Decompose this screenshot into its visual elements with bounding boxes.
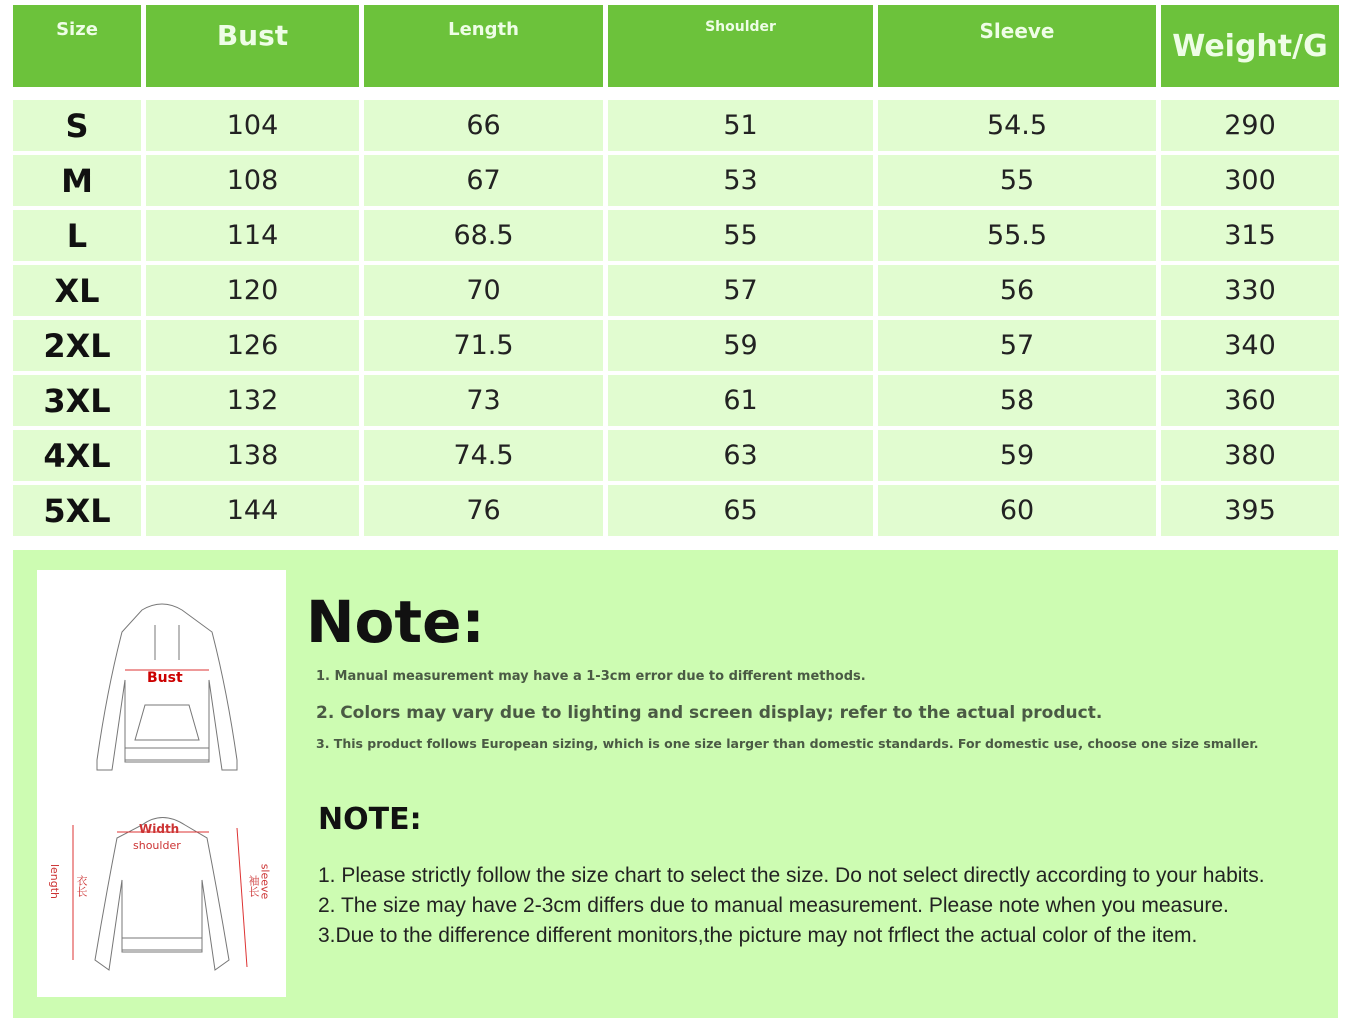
- column-header: Weight/G: [1161, 5, 1339, 87]
- note2-title: NOTE:: [318, 802, 422, 837]
- note2-item: 3.Due to the difference different monitors,the picture may not frflect the actual color of the item.: [318, 924, 1198, 947]
- table-cell: 68.5: [364, 210, 603, 261]
- length-cn-label: 衣长: [75, 875, 88, 897]
- sleeve-label: sleeve: [258, 863, 272, 900]
- size-cell: L: [13, 210, 141, 261]
- table-cell: 120: [146, 265, 359, 316]
- table-cell: 138: [146, 430, 359, 481]
- table-cell: 63: [608, 430, 873, 481]
- table-cell: 51: [608, 100, 873, 151]
- hoodie-measurement-diagram: [37, 570, 286, 997]
- table-cell: 57: [608, 265, 873, 316]
- table-cell: 67: [364, 155, 603, 206]
- table-cell: 65: [608, 485, 873, 536]
- table-cell: 108: [146, 155, 359, 206]
- note2-item: 2. The size may have 2-3cm differs due to manual measurement. Please note when you measure.: [318, 894, 1229, 917]
- shoulder-label: shoulder: [133, 839, 181, 852]
- width-label: Width: [139, 822, 180, 836]
- size-cell: 4XL: [13, 430, 141, 481]
- table-cell: 55: [878, 155, 1156, 206]
- note-title: Note:: [306, 588, 485, 656]
- hoodie-illustration: [37, 570, 286, 997]
- table-cell: 56: [878, 265, 1156, 316]
- table-cell: 59: [608, 320, 873, 371]
- size-cell: XL: [13, 265, 141, 316]
- column-header: Bust: [146, 5, 359, 87]
- size-cell: 3XL: [13, 375, 141, 426]
- table-cell: 340: [1161, 320, 1339, 371]
- size-cell: 2XL: [13, 320, 141, 371]
- table-cell: 58: [878, 375, 1156, 426]
- column-header: Sleeve: [878, 5, 1156, 87]
- length-label: length: [48, 863, 62, 900]
- table-cell: 57: [878, 320, 1156, 371]
- table-cell: 61: [608, 375, 873, 426]
- table-cell: 71.5: [364, 320, 603, 371]
- table-cell: 395: [1161, 485, 1339, 536]
- table-cell: 380: [1161, 430, 1339, 481]
- table-cell: 132: [146, 375, 359, 426]
- column-header: Shoulder: [608, 5, 873, 87]
- table-cell: 54.5: [878, 100, 1156, 151]
- table-cell: 73: [364, 375, 603, 426]
- size-cell: M: [13, 155, 141, 206]
- table-cell: 74.5: [364, 430, 603, 481]
- table-cell: 126: [146, 320, 359, 371]
- column-header: Size: [13, 5, 141, 87]
- table-cell: 104: [146, 100, 359, 151]
- table-cell: 76: [364, 485, 603, 536]
- table-cell: 60: [878, 485, 1156, 536]
- table-cell: 114: [146, 210, 359, 261]
- table-cell: 290: [1161, 100, 1339, 151]
- size-cell: S: [13, 100, 141, 151]
- column-header: Length: [364, 5, 603, 87]
- size-cell: 5XL: [13, 485, 141, 536]
- notes-panel: [13, 550, 1338, 1018]
- table-cell: 144: [146, 485, 359, 536]
- table-cell: 330: [1161, 265, 1339, 316]
- sleeve-cn-label: 袖长: [247, 875, 260, 897]
- note-item: 2. Colors may vary due to lighting and screen display; refer to the actual product.: [316, 703, 1103, 723]
- table-cell: 66: [364, 100, 603, 151]
- table-cell: 70: [364, 265, 603, 316]
- table-cell: 315: [1161, 210, 1339, 261]
- table-cell: 55: [608, 210, 873, 261]
- table-cell: 53: [608, 155, 873, 206]
- bust-label: Bust: [147, 670, 183, 686]
- table-cell: 59: [878, 430, 1156, 481]
- table-cell: 360: [1161, 375, 1339, 426]
- table-cell: 300: [1161, 155, 1339, 206]
- note-item: 3. This product follows European sizing, which is one size larger than domestic standards. For domestic use, choose one size smaller.: [316, 736, 1259, 751]
- table-cell: 55.5: [878, 210, 1156, 261]
- note2-item: 1. Please strictly follow the size chart to select the size. Do not select directly according to your habits.: [318, 864, 1265, 887]
- note-item: 1. Manual measurement may have a 1-3cm error due to different methods.: [316, 669, 866, 684]
